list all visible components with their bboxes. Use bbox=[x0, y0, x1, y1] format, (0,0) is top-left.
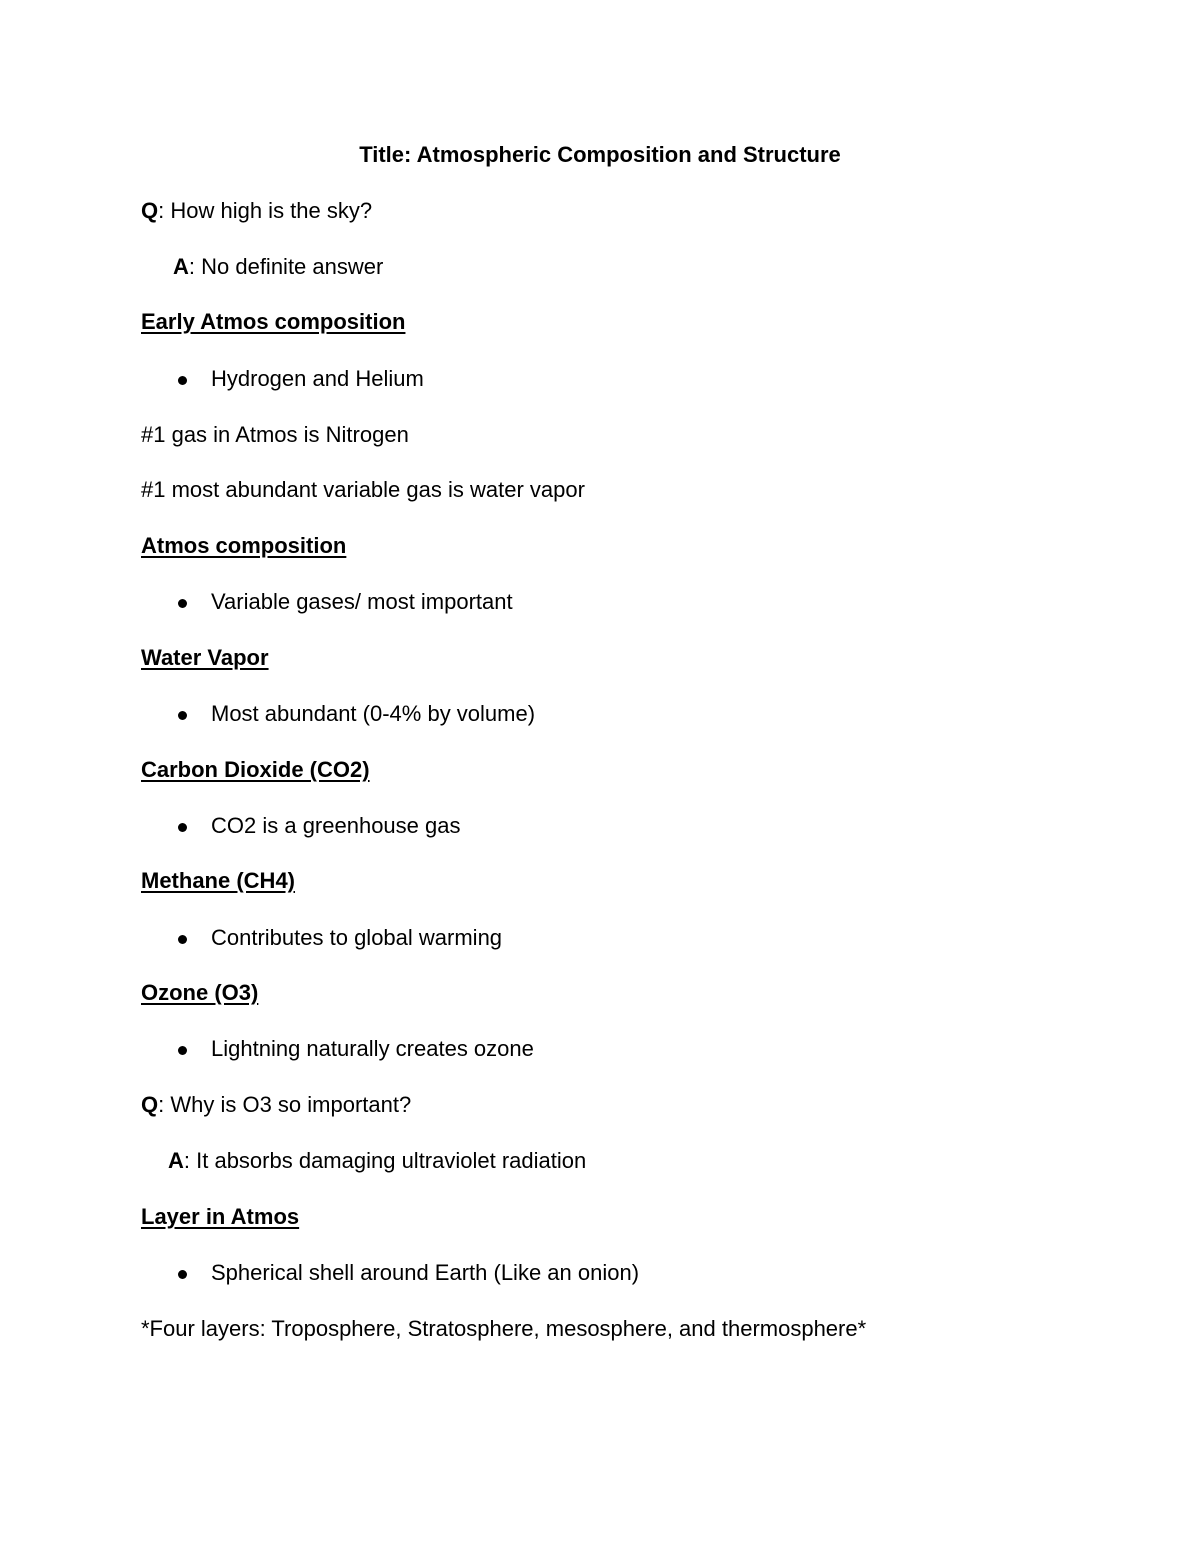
page-title: Title: Atmospheric Composition and Structure bbox=[359, 142, 841, 167]
bullet-item: Most abundant (0-4% by volume) bbox=[211, 701, 536, 726]
bullet-icon bbox=[178, 935, 187, 944]
fact-line: #1 most abundant variable gas is water vapor bbox=[141, 477, 585, 502]
bullet-item: Hydrogen and Helium bbox=[211, 366, 424, 391]
answer-label: A bbox=[168, 1148, 184, 1173]
bullet-item: Lightning naturally creates ozone bbox=[211, 1036, 534, 1061]
bullet-icon bbox=[178, 823, 187, 832]
bullet-item: Contributes to global warming bbox=[211, 925, 503, 950]
section-heading-early-composition: Early Atmos composition bbox=[141, 309, 406, 334]
question-1 bbox=[141, 197, 372, 225]
section-heading-atmos-composition: Atmos composition bbox=[141, 533, 347, 558]
question-text: : How high is the sky? bbox=[158, 198, 373, 223]
question-label: Q bbox=[141, 1092, 159, 1117]
answer-2 bbox=[168, 1147, 586, 1175]
question-label: Q bbox=[141, 198, 159, 223]
question-text: : Why is O3 so important? bbox=[158, 1092, 412, 1117]
section-heading-methane: Methane (CH4) bbox=[141, 868, 296, 893]
bullet-item: Variable gases/ most important bbox=[211, 589, 513, 614]
answer-text: : No definite answer bbox=[188, 254, 384, 279]
bullet-item: Spherical shell around Earth (Like an onion) bbox=[211, 1260, 640, 1285]
section-heading-water-vapor: Water Vapor bbox=[141, 645, 269, 670]
fact-line: #1 gas in Atmos is Nitrogen bbox=[141, 422, 409, 447]
bullet-icon bbox=[178, 1270, 187, 1279]
bullet-icon bbox=[178, 376, 187, 385]
question-2 bbox=[141, 1091, 411, 1119]
section-heading-carbon-dioxide: Carbon Dioxide (CO2) bbox=[141, 757, 370, 782]
answer-label: A bbox=[173, 254, 189, 279]
bullet-icon bbox=[178, 711, 187, 720]
answer-1 bbox=[173, 253, 383, 281]
bullet-icon bbox=[178, 1046, 187, 1055]
bullet-item: CO2 is a greenhouse gas bbox=[211, 813, 461, 838]
section-heading-ozone: Ozone (O3) bbox=[141, 980, 259, 1005]
answer-text: : It absorbs damaging ultraviolet radiation bbox=[183, 1148, 587, 1173]
bullet-icon bbox=[178, 599, 187, 608]
section-heading-layers: Layer in Atmos bbox=[141, 1204, 300, 1229]
footer-note: *Four layers: Troposphere, Stratosphere, mesosphere, and thermosphere* bbox=[141, 1316, 867, 1341]
